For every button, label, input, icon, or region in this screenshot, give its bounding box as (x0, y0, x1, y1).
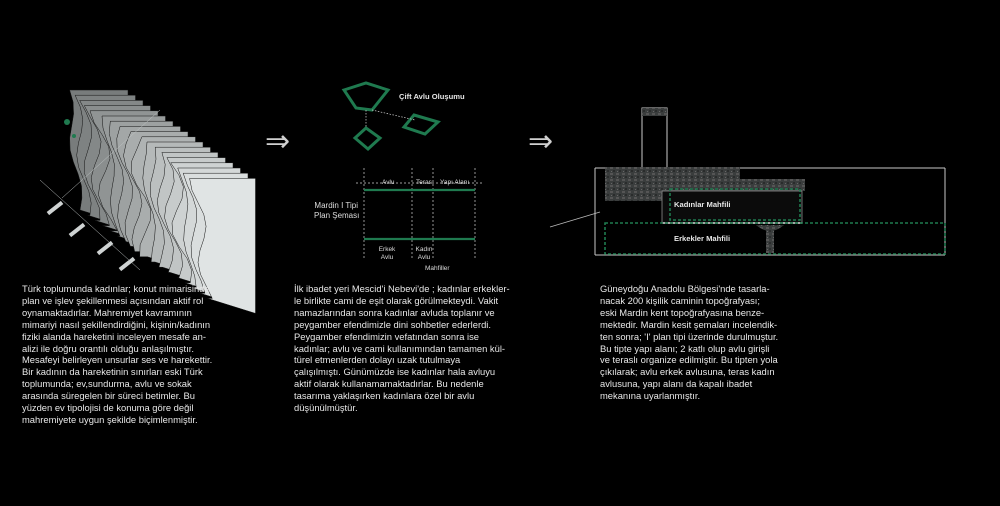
col1-paragraph: Türk toplumunda kadınlar; konut mimarisinde plan ve işlev şekillenmesi açısından aktif rol oynamaktadırlar. Mahremiyet kavramının mimariyi nasıl şekillendirdiğini, kişinin/kadının fiziki alanda hareketini inceleyen mesafe an- alizi ile doğru orantılı olduğu anlaşılmıştır. Mesafeyi belirleyen unsurlar ses ve harekettir. Bir kadının da hareketinin sınırları eski Türk toplumunda; ev,sundurma, avlu ve sokak arasında süregelen bir süreci betimler. Bu yüzden ev tipolojisi de konuma göre değil mahremiyete uygun şekilde biçimlenmiştir. (22, 283, 213, 425)
stone-mass (605, 167, 740, 191)
plan-title (314, 201, 358, 221)
courtyard-shape (404, 115, 438, 134)
col2-paragraph: İlk ibadet yeri Mescid'i Nebevi'de ; kadınlar erkekler- le birlikte cami de eşit olarak görülmekteydi. Vakit namazlarından sonra kadınlar avluda toplanır ve peygamber efendimizle dini sohbetler ederlerdi. Peygamber efendimizin vefatından sonra ise kadınlar; avlu ve cami kullanımından tamamen kül- türel etmenlerden dolayı uzak tutulmaya çalışılmıştı. Günümüzde ise kadınlar hala avluyu aktif olarak kullanamamaktadırlar. Bu nedenle tasarıma yaklaşırken kadınlara özel bir avlu düşünülmüştür. (294, 283, 510, 414)
layered-distance-diagram (10, 70, 270, 270)
kadin-line1: Kadın (415, 246, 433, 253)
erkek-line2: Avlu (380, 254, 394, 261)
stone-mass (605, 191, 665, 201)
courtyard-shape (344, 83, 388, 110)
connector-line (372, 110, 415, 120)
kadin-line2: Avlu (417, 254, 431, 261)
marker-dot (72, 134, 76, 138)
arrow-right-icon: ⇒ (528, 124, 554, 159)
erkek-line1: Erkek (378, 246, 396, 253)
plan-col-avlu: Avlu (382, 179, 395, 186)
axis-label-block (47, 201, 64, 215)
lower-floor-label: Erkekler Mahfili (674, 234, 731, 243)
ground-line (550, 212, 600, 227)
axis-label-block (69, 223, 86, 237)
axis-label-block (119, 257, 136, 271)
plan-col-teras: Teras (416, 179, 432, 186)
minaret-top (642, 108, 667, 116)
upper-floor-label: Kadınlar Mahfili (674, 200, 731, 209)
col3-paragraph: Güneydoğu Anadolu Bölgesi'nde tasarla- nacak 200 kişilik caminin topoğrafyası; eski Mardin kent topoğrafyasına benze- mektedir. Mardin kesit şemaları incelendik- ten sonra; 'I' plan tipi üzerinde durulmuştur. Bu tipte yapı alanı; 2 katlı olup avlu girişli ve teraslı organize edilmiştir. Bu tipten yola çıkılarak; avlu erkek avlusuna, teras kadın avlusuna, yapı alanı da kapalı ibadet mekanına uyarlanmıştır. (600, 283, 779, 402)
diagram-title: Çift Avlu Oluşumu (399, 92, 465, 101)
axis-label-block (97, 241, 114, 255)
arrow-right-icon: ⇒ (265, 124, 291, 159)
courtyard-shape (355, 128, 380, 149)
plan-title-line1: Mardin I Tipi (314, 201, 358, 210)
plan-col-yapi-alani: Yapı Alanı (440, 179, 470, 186)
column-capital (756, 225, 784, 231)
mosque-section-drawing (550, 95, 980, 265)
plan-erkek-avlu (376, 246, 398, 262)
plan-kadin-avlu (413, 246, 435, 262)
marker-dot (64, 119, 70, 125)
plan-mahfiller: Mahfiller (425, 265, 450, 272)
plan-title-line2: Plan Şeması (314, 211, 360, 220)
minaret-block (642, 108, 667, 170)
